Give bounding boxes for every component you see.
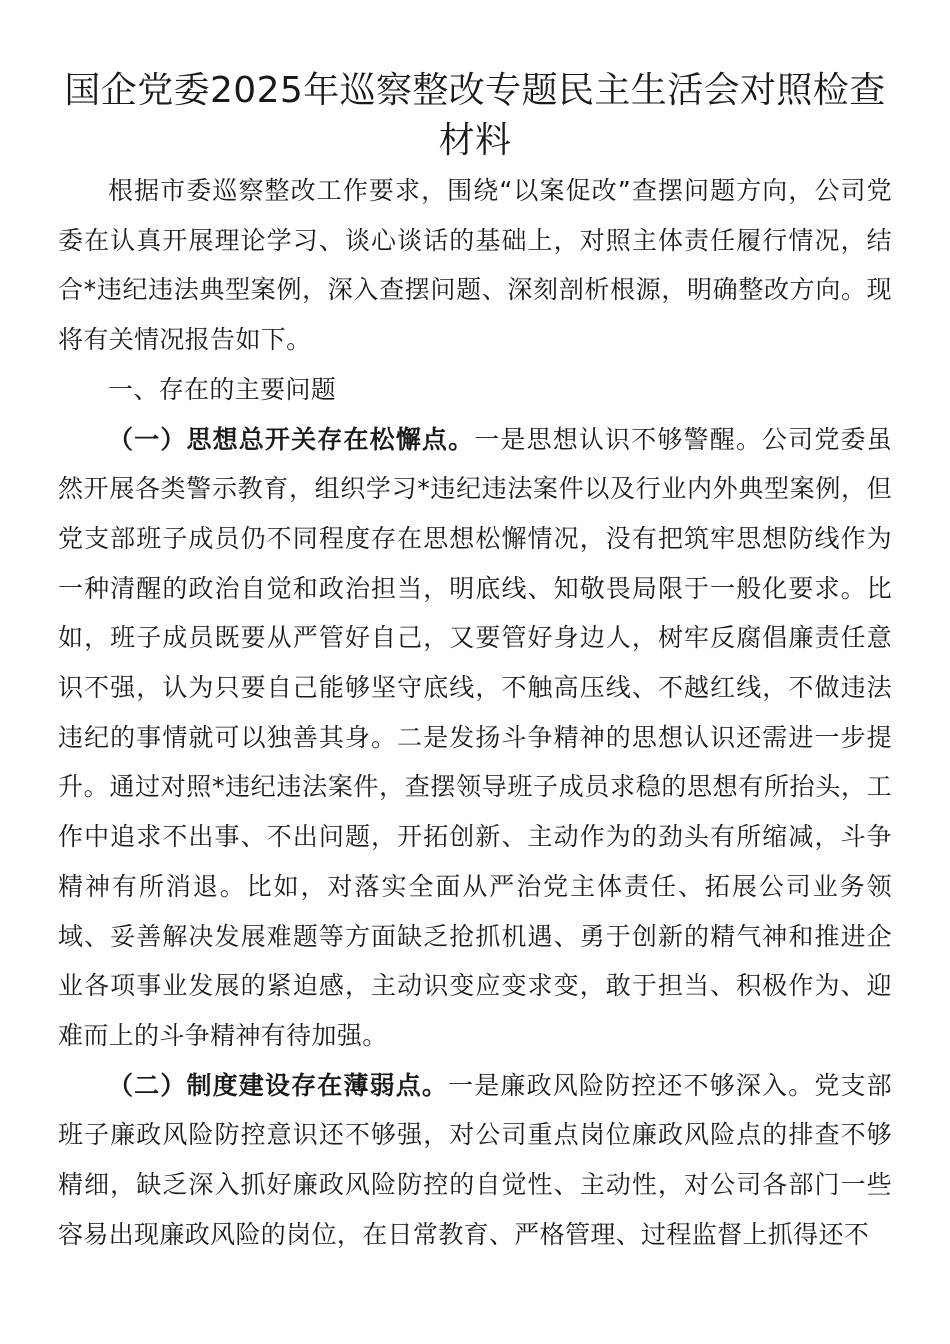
- issue-heading-2: （二）制度建设存在薄弱点。: [108, 1070, 449, 1100]
- issue-paragraph-1: [58, 415, 892, 1061]
- issue-paragraph-2: [58, 1061, 892, 1260]
- issue-text-2: 一是廉政风险防控还不够深入。党支部班子廉政风险防控意识还不够强，对公司重点岗位廉政风险点的排查不够精细，缺乏深入抓好廉政风险防控的自觉性、主动性，对公司各部门一些容易出现廉政风险的岗位，在日常教育、严格管理、过程监督上抓得还不: [58, 1070, 893, 1249]
- document-body: [58, 166, 892, 1259]
- document-title: 国企党委2025年巡察整改专题民主生活会对照检查材料: [64, 70, 886, 161]
- issue-heading-1: （一）思想总开关存在松懈点。: [108, 424, 475, 454]
- section-heading: 一、存在的主要问题: [108, 374, 337, 404]
- intro-paragraph: 根据市委巡察整改工作要求，围绕“以案促改”查摆问题方向，公司党委在认真开展理论学习、谈心谈话的基础上，对照主体责任履行情况，结合*违纪违法典型案例，深入查摆问题、深刻剖析根源，明确整改方向。现将有关情况报告如下。: [58, 176, 892, 355]
- issue-text-1: 一是思想认识不够警醒。公司党委虽然开展各类警示教育，组织学习*违纪违法案件以及行业内外典型案例，但党支部班子成员仍不同程度存在思想松懈情况，没有把筑牢思想防线作为一种清醒的政治自觉和政治担当，明底线、知敬畏局限于一般化要求。比如，班子成员既要从严管好自己，又要管好身边人，树牢反腐倡廉责任意识不强，认为只要自己能够坚守底线，不触高压线、不越红线，不做违法违纪的事情就可以独善其身。二是发扬斗争精神的思想认识还需进一步提升。通过对照*违纪违法案件，查摆领导班子成员求稳的思想有所抬头，工作中追求不出事、不出问题，开拓创新、主动作为的劲头有所缩减，斗争精神有所消退。比如，对落实全面从严治党主体责任、拓展公司业务领域、妥善解决发展难题等方面缺乏抢抓机遇、勇于创新的精气神和推进企业各项事业发展的紧迫感，主动识变应变求变，敢于担当、积极作为、迎难而上的斗争精神有待加强。: [58, 424, 892, 1050]
